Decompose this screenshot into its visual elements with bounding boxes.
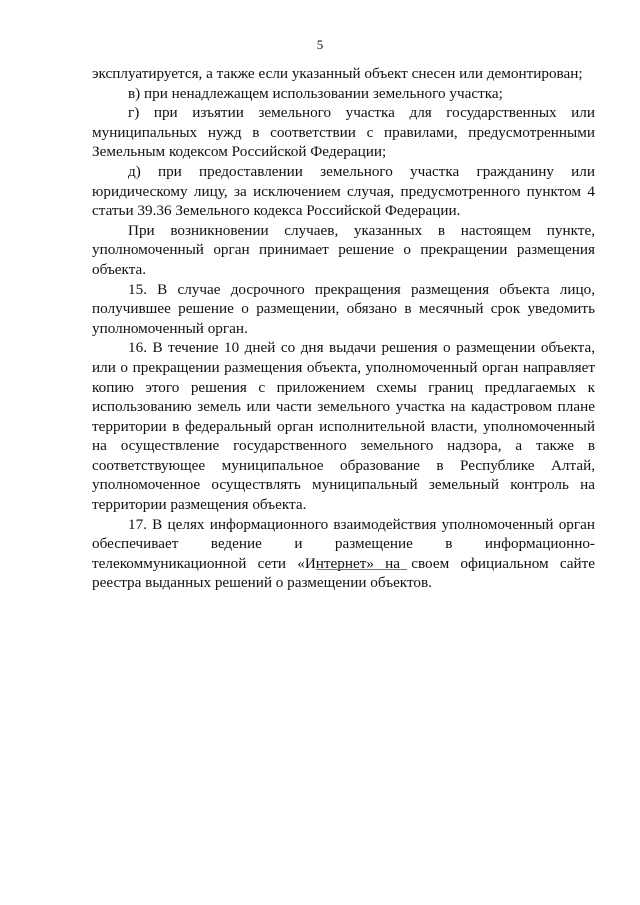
paragraph-17: 17. В целях информационного взаимодействия уполномоченный орган обеспечивает ведение и размещение в информационно-телекоммуникационной сети «Интернет» на своем официальном сайте реестра выданных решений о размещении объектов. [92,515,595,592]
paragraph-termination-decision: При возникновении случаев, указанных в настоящем пункте, уполномоченный орган принимает решение о прекращении размещения объекта. [92,221,595,278]
document-body [92,64,595,593]
paragraph-item-d: д) при предоставлении земельного участка гражданину или юридическому лицу, за исключением случая, предусмотренного пунктом 4 статьи 39.36 Земельного кодекса Российской Федерации. [92,162,595,220]
page-number: 5 [316,37,324,52]
paragraph-item-v: в) при ненадлежащем использовании земельного участка; [128,84,503,102]
paragraph-continuation: эксплуатируется, а также если указанный объект снесен или демонтирован; [92,65,583,82]
paragraph-15: 15. В случае досрочного прекращения размещения объекта лицо, получившее решение о размещении, обязано в месячный срок уведомить уполномоченный орган. [92,280,595,337]
end-separator-line [316,569,407,570]
paragraph-16: 16. В течение 10 дней со дня выдачи решения о размещении объекта, или о прекращении размещения объекта, уполномоченный орган направляет копию этого решения с приложением схемы границ предлагаемых к использованию земель или части земельного участка на кадастровом плане территории в федеральный орган исполнительной власти, уполномоченный на осуществление государственного земельного надзора, а также в соответствующее муниципальное образование в Республике Алтай, уполномоченное осуществлять муниципальный земельный контроль на территории размещения объекта. [92,339,595,514]
paragraph-item-g: г) при изъятии земельного участка для государственных или муниципальных нужд в соответствии с правилами, предусмотренными Земельным кодексом Российской Федерации; [92,104,595,161]
